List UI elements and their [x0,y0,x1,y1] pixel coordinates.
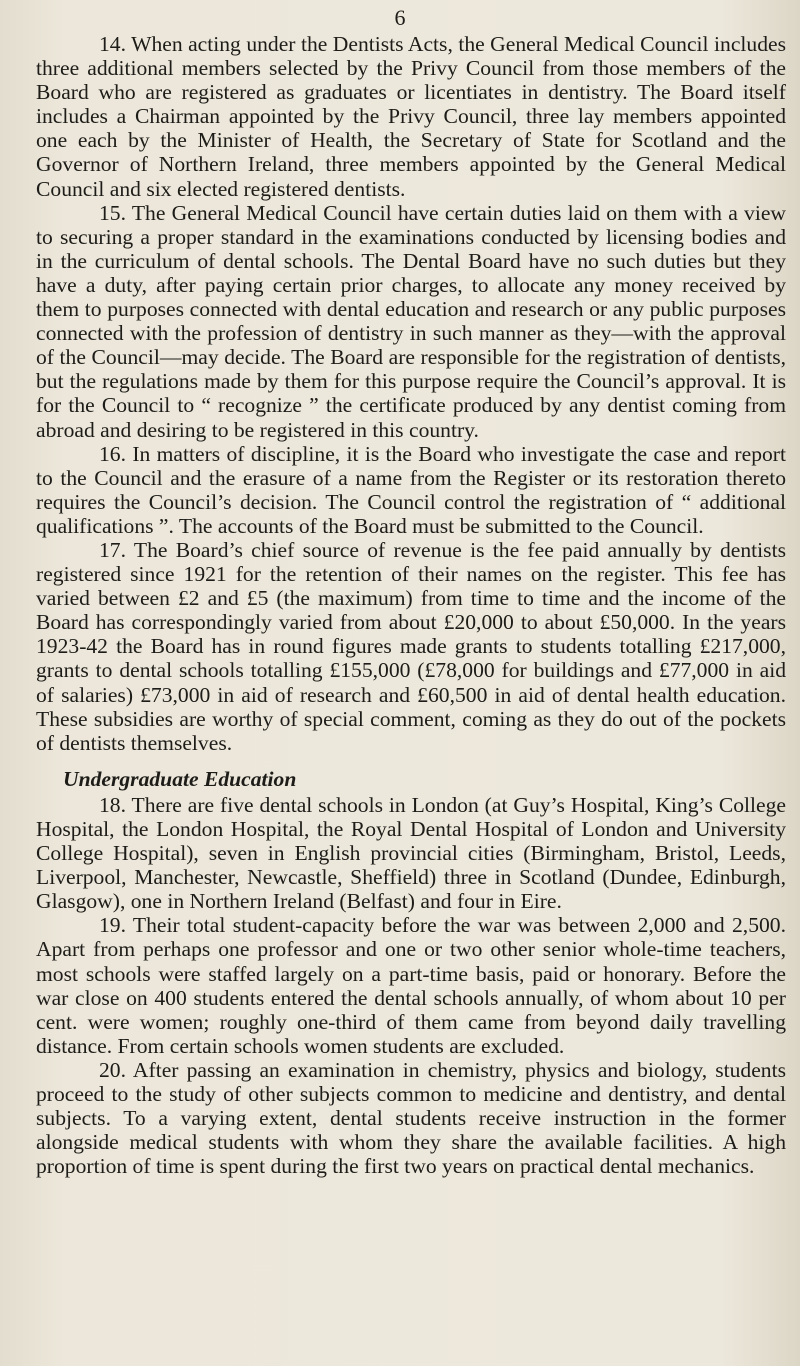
page-number: 6 [394,5,406,30]
paragraph-15: 15. The General Medical Council have certain duties laid on them with a view to securing a proper standard in the examinations conducted by licensing bodies and in the curriculum of dental schools. The Dental Board have no such duties but they have a duty, after paying certain prior charges, to allocate any money received by them to purposes connected with dental education and research or any public purposes connected with the profession of dentistry in such manner as they—with the approval of the Council—may decide. The Board are responsible for the registration of dentists, but the regulations made by them for this purpose require the Council’s approval. It is for the Council to “ recognize ” the certificate produced by any dentist coming from abroad and desiring to be registered in this country. [36,200,786,442]
paragraph-16: 16. In matters of discipline, it is the Board who investigate the case and report to the Council and the erasure of a name from the Register or its restoration thereto requires the Council’s decision. The Council control the registration of “ additional qualifications ”. The accounts of the Board must be submitted to the Council. [36,441,786,538]
page-body [36,32,786,1178]
section-heading: Undergraduate Education [63,766,297,791]
paragraph-20: 20. After passing an examination in chemistry, physics and biology, students proceed to the study of other subjects common to medicine and dentistry, and dental subjects. To a varying extent, dental students receive instruction in the former alongside medical students with whom they share the available facilities. A high proportion of time is spent during the first two years on practical dental mechanics. [36,1057,786,1179]
paragraph-17: 17. The Board’s chief source of revenue is the fee paid annually by dentists registered since 1921 for the retention of their names on the register. This fee has varied between £2 and £5 (the maximum) from time to time and the income of the Board has correspondingly varied from about £20,000 to about £50,000. In the years 1923-42 the Board has in round figures made grants to students totalling £217,000, grants to dental schools totalling £155,000 (£78,000 for buildings and £77,000 in aid of salaries) £73,000 in aid of research and £60,500 in aid of dental health education. These subsidies are worthy of special comment, coming as they do out of the pockets of dentists themselves. [36,537,786,755]
paragraph-14: 14. When acting under the Dentists Acts, the General Medical Council includes three additional members selected by the Privy Council from those members of the Board who are registered as graduates or licentiates in dentistry. The Board itself includes a Chairman appointed by the Privy Council, three lay members appointed one each by the Minister of Health, the Secretary of State for Scotland and the Governor of Northern Ireland, three members appointed by the General Medical Council and six elected registered dentists. [36,32,786,201]
paragraph-18: 18. There are five dental schools in London (at Guy’s Hospital, King’s College Hospital, the London Hospital, the Royal Dental Hospital of London and University College Hospital), seven in English provincial cities (Birmingham, Bristol, Leeds, Liverpool, Manchester, Newcastle, Sheffield) three in Scotland (Dundee, Edinburgh, Glasgow), one in Northern Ireland (Belfast) and four in Eire. [36,792,786,914]
paragraph-19: 19. Their total student-capacity before the war was between 2,000 and 2,500. Apart from perhaps one professor and one or two other senior whole-time teachers, most schools were staffed largely on a part-time basis, paid or honorary. Before the war close on 400 students entered the dental schools annually, of whom about 10 per cent. were women; roughly one-third of them came from beyond daily travelling distance. From certain schools women students are excluded. [36,913,786,1058]
